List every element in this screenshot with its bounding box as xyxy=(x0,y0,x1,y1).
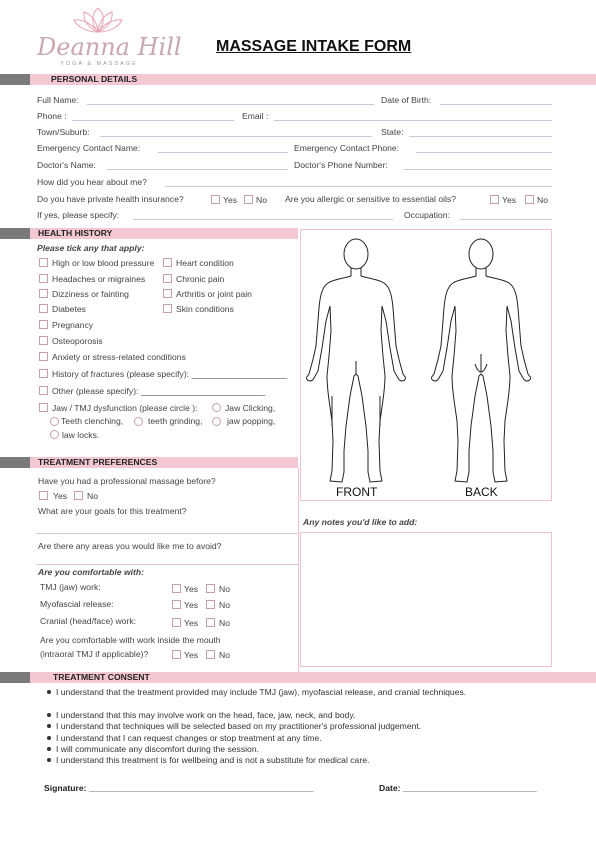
condition-label: History of fractures (please specify): ____________________ xyxy=(52,369,288,379)
jaw-option-label: law locks. xyxy=(62,430,100,440)
mouth-label-line2: (intraoral TMJ if applicable)? xyxy=(40,649,149,659)
avoid-field[interactable] xyxy=(36,564,298,565)
section-heading-consent: TREATMENT CONSENT xyxy=(53,672,150,682)
jaw-option-circle[interactable] xyxy=(50,430,59,439)
jaw-option-circle[interactable] xyxy=(212,403,221,412)
comfortable-heading: Are you comfortable with: xyxy=(38,567,144,577)
brand-name: Deanna Hill xyxy=(37,33,182,61)
doctor-phone-field[interactable] xyxy=(404,169,552,170)
phone-field[interactable] xyxy=(72,120,234,121)
avoid-label: Are there any areas you would like me to avoid? xyxy=(38,541,222,551)
condition-label: Dizziness or fainting xyxy=(52,289,129,299)
page-title: MASSAGE INTAKE FORM xyxy=(216,38,412,55)
prior-no-checkbox[interactable] xyxy=(74,491,83,500)
doctor-name-label: Doctor's Name: xyxy=(37,160,96,170)
date-field[interactable]: Date: ____________________________ xyxy=(379,783,537,793)
ec-phone-label: Emergency Contact Phone: xyxy=(294,143,400,153)
pref-label: Myofascial release: xyxy=(40,599,114,609)
pref-label: TMJ (jaw) work: xyxy=(40,582,101,592)
mouth-yes-label: Yes xyxy=(184,650,199,660)
section-marker xyxy=(0,457,30,468)
condition-checkbox[interactable] xyxy=(39,369,48,378)
condition-label: High or low blood pressure xyxy=(52,258,155,268)
section-marker xyxy=(0,228,30,239)
mouth-no-label: No xyxy=(219,650,230,660)
mouth-no-checkbox[interactable] xyxy=(206,650,215,659)
pref-yes-label: Yes xyxy=(184,584,199,594)
pref-no-label: No xyxy=(219,584,230,594)
condition-label: Headaches or migraines xyxy=(52,274,146,284)
consent-item: I understand that I can request changes or stop treatment at any time. xyxy=(56,733,496,744)
insurance-label: Do you have private health insurance? xyxy=(37,194,184,204)
email-label: Email : xyxy=(242,111,269,121)
column-divider xyxy=(298,468,299,672)
pref-no-checkbox[interactable] xyxy=(206,600,215,609)
consent-item: I understand that the treatment provided may include TMJ (jaw), myofascial release, and cranial techniques. xyxy=(56,687,496,698)
condition-checkbox[interactable] xyxy=(39,274,48,283)
jaw-option-label: Teeth clenching, xyxy=(61,416,124,426)
section-heading-personal: PERSONAL DETAILS xyxy=(51,74,138,84)
pref-no-checkbox[interactable] xyxy=(206,618,215,627)
doctor-phone-label: Doctor's Phone Number: xyxy=(294,160,388,170)
pref-label: Cranial (head/face) work: xyxy=(40,616,137,626)
specify-field[interactable] xyxy=(133,219,393,220)
dob-field[interactable] xyxy=(440,104,552,105)
condition-checkbox[interactable] xyxy=(39,386,48,395)
ec-phone-field[interactable] xyxy=(416,152,552,153)
condition-label: Pregnancy xyxy=(52,320,94,330)
ec-name-field[interactable] xyxy=(158,152,288,153)
condition-checkbox[interactable] xyxy=(163,274,172,283)
brand-logo xyxy=(33,6,182,68)
condition-label: Arthritis or joint pain xyxy=(176,289,252,299)
pref-no-label: No xyxy=(219,618,230,628)
consent-item: I understand this treatment is for wellbeing and is not a substitute for medical care. xyxy=(56,755,496,766)
body-front-figure xyxy=(306,236,406,486)
condition-label: Anxiety or stress-related conditions xyxy=(52,352,186,362)
pref-no-label: No xyxy=(219,600,230,610)
goals-label: What are your goals for this treatment? xyxy=(38,506,187,516)
allergy-yes-checkbox[interactable] xyxy=(490,195,499,204)
insurance-yes-label: Yes xyxy=(223,195,238,205)
prior-yes-label: Yes xyxy=(53,491,68,501)
prior-massage-label: Have you had a professional massage before? xyxy=(38,476,216,486)
allergy-no-label: No xyxy=(537,195,548,205)
brand-tagline: YOGA & MASSAGE xyxy=(60,61,138,67)
ec-name-label: Emergency Contact Name: xyxy=(37,143,141,153)
email-field[interactable] xyxy=(274,120,552,121)
full-name-field[interactable] xyxy=(87,104,374,105)
pref-yes-label: Yes xyxy=(184,618,199,628)
goals-field[interactable] xyxy=(36,533,298,534)
jaw-option-circle[interactable] xyxy=(134,417,143,426)
allergy-no-checkbox[interactable] xyxy=(525,195,534,204)
consent-item: I understand that techniques will be selected based on my practitioner's professional judgement. xyxy=(56,721,516,732)
section-marker xyxy=(0,74,30,85)
condition-checkbox[interactable] xyxy=(39,320,48,329)
prior-yes-checkbox[interactable] xyxy=(39,491,48,500)
section-heading-treatment: TREATMENT PREFERENCES xyxy=(38,457,158,467)
pref-no-checkbox[interactable] xyxy=(206,584,215,593)
condition-checkbox[interactable] xyxy=(39,258,48,267)
jaw-option-label: teeth grinding, xyxy=(148,416,203,426)
condition-label: Chronic pain xyxy=(176,274,225,284)
allergy-yes-label: Yes xyxy=(502,195,517,205)
allergy-label: Are you allergic or sensitive to essential oils? xyxy=(285,194,457,204)
referral-label: How did you hear about me? xyxy=(37,177,147,187)
condition-checkbox[interactable] xyxy=(39,304,48,313)
full-name-label: Full Name: xyxy=(37,95,79,105)
condition-label: Skin conditions xyxy=(176,304,234,314)
notes-box[interactable] xyxy=(300,532,552,667)
condition-checkbox[interactable] xyxy=(39,352,48,361)
consent-item: I will communicate any discomfort during the session. xyxy=(56,744,496,755)
prior-no-label: No xyxy=(87,491,98,501)
jaw-checkbox[interactable] xyxy=(39,403,48,412)
mouth-label-line1: Are you comfortable with work inside the mouth xyxy=(40,635,221,645)
notes-label: Any notes you'd like to add: xyxy=(303,517,418,527)
condition-label: Osteoporosis xyxy=(52,336,103,346)
referral-field[interactable] xyxy=(165,186,552,187)
pref-yes-label: Yes xyxy=(184,600,199,610)
pref-yes-checkbox[interactable] xyxy=(172,584,181,593)
section-heading-health: HEALTH HISTORY xyxy=(38,228,113,238)
tick-instruction: Please tick any that apply: xyxy=(37,243,145,253)
specify-label: If yes, please specify: xyxy=(37,210,120,220)
condition-label: Heart condition xyxy=(176,258,234,268)
dob-label: Date of Birth: xyxy=(381,95,432,105)
phone-label: Phone : xyxy=(37,111,67,121)
occupation-field[interactable] xyxy=(460,219,552,220)
condition-checkbox[interactable] xyxy=(39,289,48,298)
lotus-icon xyxy=(33,6,163,36)
condition-checkbox[interactable] xyxy=(163,304,172,313)
doctor-name-field[interactable] xyxy=(107,169,288,170)
town-label: Town/Suburb: xyxy=(37,127,90,137)
consent-item: I understand that this may involve work on the head, face, jaw, neck, and body. xyxy=(56,710,496,721)
jaw-option-circle[interactable] xyxy=(212,417,221,426)
insurance-yes-checkbox[interactable] xyxy=(211,195,220,204)
back-label: BACK xyxy=(465,485,498,499)
mouth-yes-checkbox[interactable] xyxy=(172,650,181,659)
jaw-label: Jaw / TMJ dysfunction (please circle ): xyxy=(52,403,198,413)
state-field[interactable] xyxy=(409,136,552,137)
condition-checkbox[interactable] xyxy=(163,289,172,298)
condition-label: Other (please specify): __________________________ xyxy=(52,386,266,396)
front-label: FRONT xyxy=(336,485,378,499)
occupation-label: Occupation: xyxy=(404,210,450,220)
jaw-option-label: Jaw Clicking, xyxy=(225,403,276,413)
state-label: State: xyxy=(381,127,404,137)
body-back-figure xyxy=(431,236,531,486)
condition-checkbox[interactable] xyxy=(39,336,48,345)
jaw-option-circle[interactable] xyxy=(50,417,59,426)
insurance-no-label: No xyxy=(256,195,267,205)
condition-checkbox[interactable] xyxy=(163,258,172,267)
signature-field[interactable]: Signature: _______________________________________________ xyxy=(44,783,314,793)
pref-yes-checkbox[interactable] xyxy=(172,600,181,609)
jaw-option-label: jaw popping, xyxy=(227,416,276,426)
insurance-no-checkbox[interactable] xyxy=(244,195,253,204)
section-marker xyxy=(0,672,30,683)
town-field[interactable] xyxy=(100,136,372,137)
pref-yes-checkbox[interactable] xyxy=(172,618,181,627)
condition-label: Diabetes xyxy=(52,304,86,314)
